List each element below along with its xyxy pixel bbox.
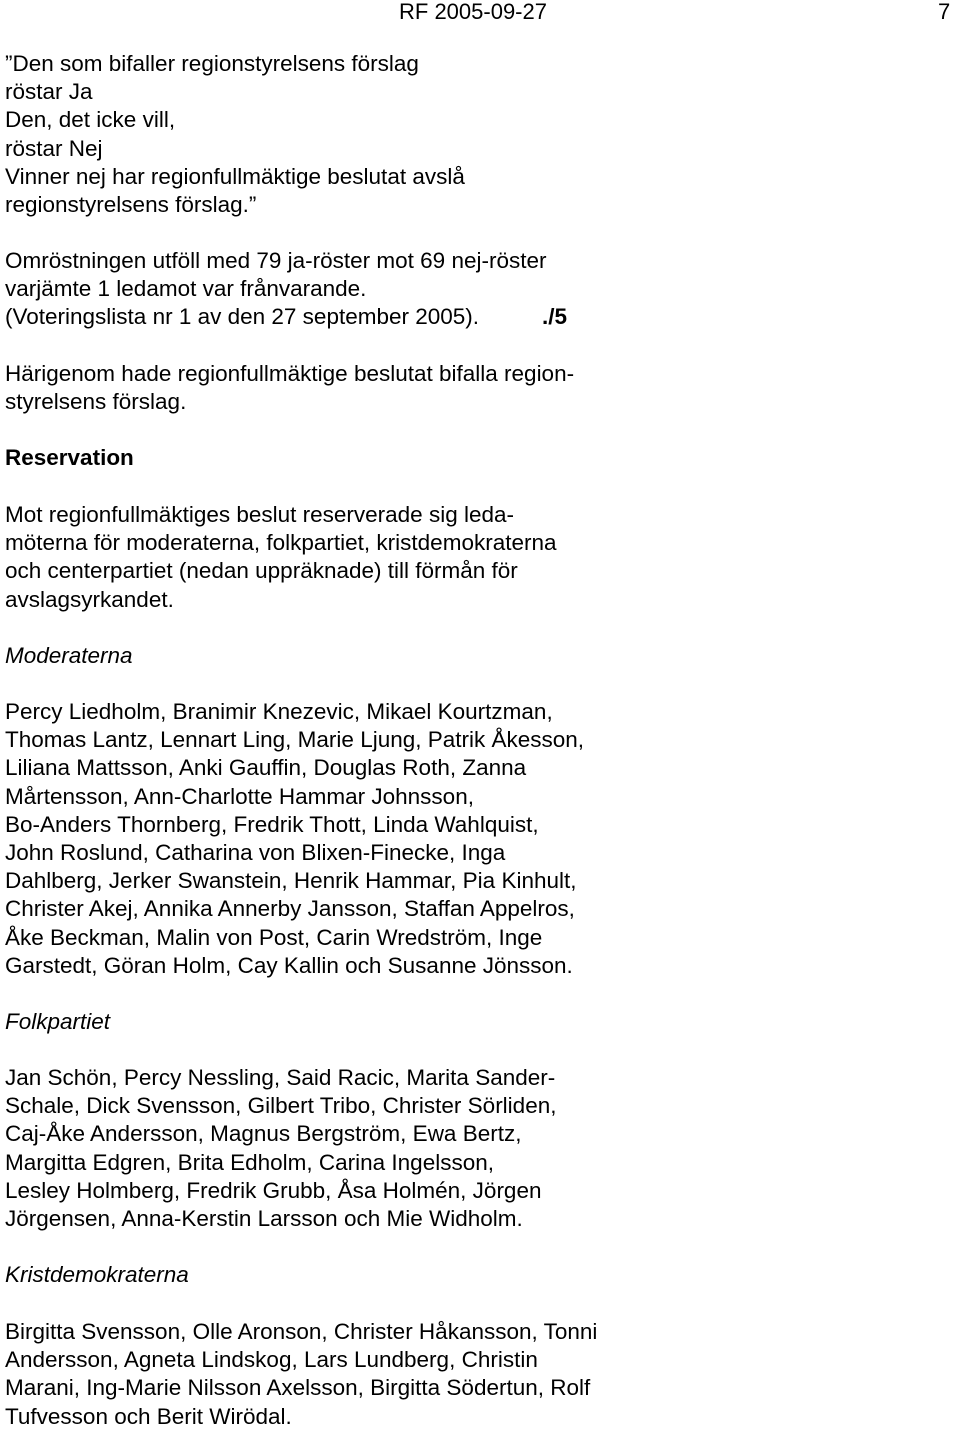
header-date: RF 2005-09-27 [399, 0, 547, 24]
member-line: Jan Schön, Percy Nessling, Said Racic, Marita Sander- [5, 1065, 556, 1090]
member-line: Tufvesson och Berit Wirödal. [5, 1403, 292, 1429]
reservation-line: möterna för moderaterna, folkpartiet, kristdemokraterna [5, 530, 557, 556]
decision-line: styrelsens förslag. [5, 389, 187, 415]
vote-result-line: Omröstningen utföll med 79 ja-röster mot 69 nej-röster [5, 248, 547, 273]
member-line: Jörgensen, Anna-Kerstin Larsson och Mie Widholm. [5, 1206, 523, 1232]
reservation-line: Mot regionfullmäktiges beslut reserverade sig leda- [5, 502, 514, 527]
party-heading-folkpartiet: Folkpartiet [5, 1009, 111, 1034]
quote-line: regionstyrelsens förslag.” [5, 192, 257, 218]
vote-result-paragraph [5, 247, 546, 332]
party-heading-moderaterna: Moderaterna [5, 643, 133, 668]
vote-result-line: (Voteringslista nr 1 av den 27 september 2005). [5, 304, 480, 330]
quote-paragraph [5, 50, 465, 219]
decision-paragraph [5, 360, 574, 416]
quote-line: röstar Nej [5, 135, 103, 161]
member-line: Christer Akej, Annika Annerby Jansson, Staffan Appelros, [5, 896, 575, 922]
member-line: Lesley Holmberg, Fredrik Grubb, Åsa Holmén, Jörgen [5, 1177, 542, 1203]
party-members-folkpartiet [5, 1064, 556, 1233]
reservation-paragraph [5, 501, 557, 614]
quote-line: Vinner nej har regionfullmäktige beslutat avslå [5, 163, 465, 189]
member-line: Åke Beckman, Malin von Post, Carin Wredström, Inge [5, 924, 543, 950]
party-members-moderaterna [5, 698, 584, 980]
member-line: Schale, Dick Svensson, Gilbert Tribo, Christer Sörliden, [5, 1093, 557, 1119]
party-heading-kristdemokraterna: Kristdemokraterna [5, 1262, 189, 1287]
member-line: Mårtensson, Ann-Charlotte Hammar Johnsson, [5, 783, 474, 809]
member-line: John Roslund, Catharina von Blixen-Finecke, Inga [5, 840, 506, 866]
member-line: Birgitta Svensson, Olle Aronson, Christer Håkansson, Tonni [5, 1319, 598, 1344]
page-number: 7 [938, 0, 951, 24]
quote-line: röstar Ja [5, 79, 93, 105]
reservation-line: avslagsyrkandet. [5, 586, 174, 612]
member-line: Margitta Edgren, Brita Edholm, Carina Ingelsson, [5, 1149, 494, 1175]
member-line: Bo-Anders Thornberg, Fredrik Thott, Linda Wahlquist, [5, 811, 539, 837]
vote-result-line: varjämte 1 ledamot var frånvarande. [5, 276, 367, 302]
quote-line: Den, det icke vill, [5, 107, 176, 133]
decision-line: Härigenom hade regionfullmäktige beslutat bifalla region- [5, 361, 575, 386]
member-line: Dahlberg, Jerker Swanstein, Henrik Hammar, Pia Kinhult, [5, 868, 577, 894]
member-line: Garstedt, Göran Holm, Cay Kallin och Susanne Jönsson. [5, 952, 573, 978]
member-line: Marani, Ing-Marie Nilsson Axelsson, Birgitta Södertun, Rolf [5, 1375, 591, 1401]
member-line: Percy Liedholm, Branimir Knezevic, Mikael Kourtzman, [5, 699, 553, 724]
quote-line: ”Den som bifaller regionstyrelsens förslag [5, 51, 419, 76]
reservation-line: och centerpartiet (nedan uppräknade) till förmån för [5, 558, 518, 584]
annex-marker: ./5 [542, 304, 568, 329]
member-line: Liliana Mattsson, Anki Gauffin, Douglas Roth, Zanna [5, 755, 527, 781]
member-line: Thomas Lantz, Lennart Ling, Marie Ljung, Patrik Åkesson, [5, 727, 585, 753]
party-members-kristdemokraterna [5, 1318, 597, 1431]
member-line: Caj-Åke Andersson, Magnus Bergström, Ewa Bertz, [5, 1121, 522, 1147]
member-line: Andersson, Agneta Lindskog, Lars Lundberg, Christin [5, 1347, 538, 1373]
reservation-heading: Reservation [5, 445, 134, 470]
